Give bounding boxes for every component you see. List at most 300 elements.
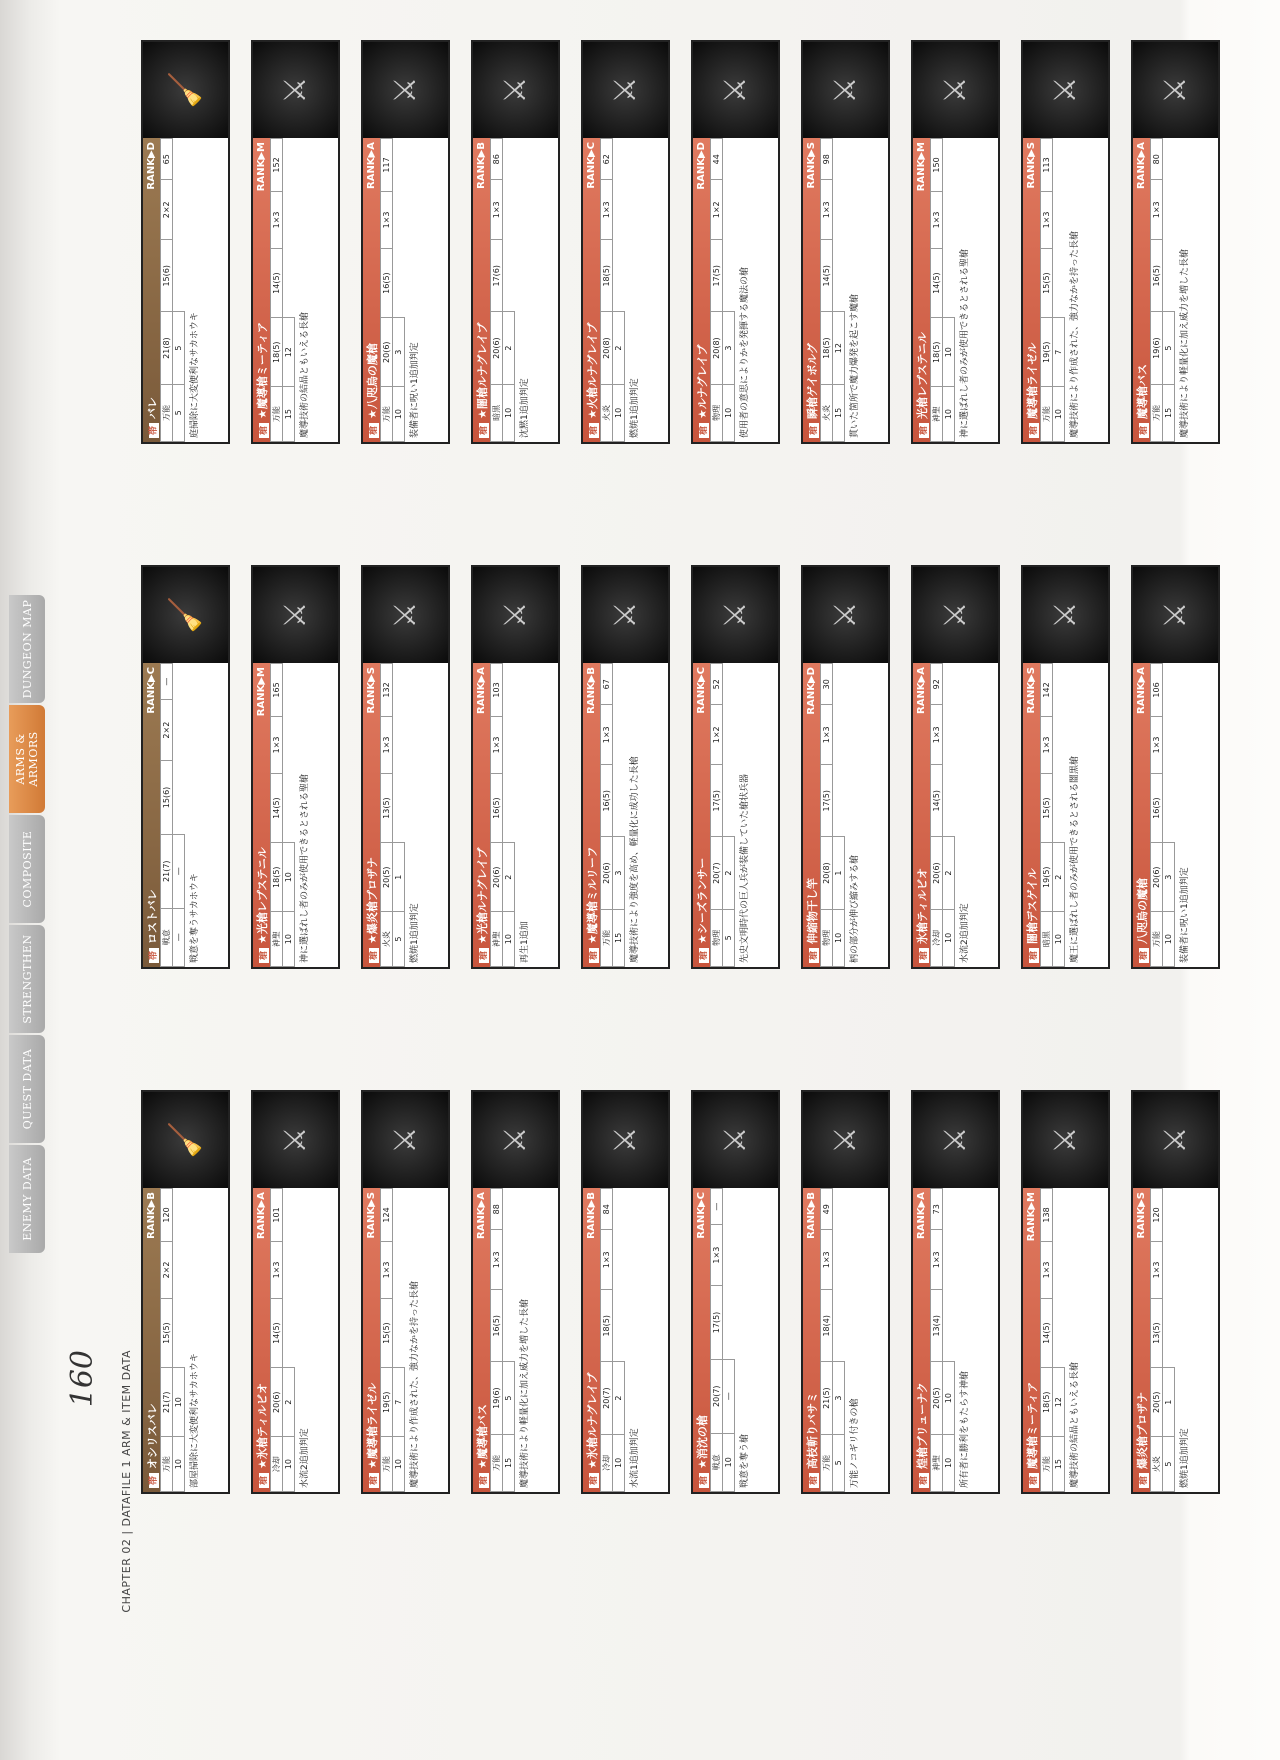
stats-row: [833, 664, 845, 967]
stat-value: 16(5): [491, 1290, 503, 1362]
weapon-name: オシリスバレ: [145, 1403, 159, 1469]
weapon-rank: RANK▶S: [366, 667, 377, 714]
element-value: 万能: [491, 1434, 503, 1491]
weapon-stats-table: [820, 1188, 845, 1492]
attack-value: 52: [711, 664, 723, 705]
weapon-name: 伸縮物干し竿: [805, 877, 819, 944]
stats-row: [1163, 664, 1175, 967]
stat-value: 10: [1053, 387, 1065, 442]
tab-quest-data[interactable]: QUEST DATA: [9, 1035, 45, 1143]
weapon-header: [693, 138, 710, 442]
weapon-info: [693, 138, 778, 442]
weapon-info: [473, 138, 558, 442]
stat-value: 17(6): [491, 240, 503, 312]
weapon-image: ⚔: [693, 42, 778, 138]
weapon-type-badge: 帯: [149, 948, 159, 963]
stat-value: 21(5): [821, 1362, 833, 1434]
weapon-image: ⚔: [253, 567, 338, 663]
element-value: 万能: [161, 1437, 173, 1492]
weapon-info: [1023, 1188, 1108, 1492]
weapon-info: [583, 1188, 668, 1492]
stats-row: [1151, 1189, 1163, 1492]
weapon-image: ⚔: [913, 42, 998, 138]
stats-row: [711, 1189, 723, 1492]
stats-row: [821, 139, 833, 442]
weapon-name: 闇槍デスゲイル: [1025, 868, 1039, 944]
weapon-type-badge: 槍: [919, 948, 929, 963]
stats-row: [271, 1189, 283, 1492]
weapon-info: [473, 1188, 558, 1492]
weapon-info: [583, 138, 668, 442]
stat-value: 1: [833, 837, 845, 909]
weapon-name: 瞬槍ゲイボルグ: [805, 342, 819, 419]
weapon-name: バレ: [145, 396, 159, 419]
stat-value: 15: [613, 909, 625, 966]
weapon-title: [254, 322, 270, 438]
weapon-name: 魔導槍バス: [1135, 363, 1149, 419]
weapon-type-badge: 槍: [1029, 948, 1039, 963]
weapon-rank: RANK▶A: [1136, 142, 1147, 189]
weapon-type-badge: 槍: [369, 1473, 379, 1488]
weapon-card[interactable]: [1021, 565, 1110, 969]
weapon-image: ⚔: [363, 42, 448, 138]
weapon-image: ⚔: [1133, 1092, 1218, 1188]
stat-value: 16(5): [601, 765, 613, 837]
weapon-type-badge: 槍: [919, 423, 929, 438]
weapon-image: ⚔: [583, 42, 668, 138]
weapon-note: 所有者に勝利をもたらす神槍: [960, 1370, 970, 1488]
weapon-rank: RANK▶A: [1136, 667, 1147, 714]
weapon-card[interactable]: [581, 40, 670, 444]
weapon-name: 八咫烏の魔槍: [1135, 877, 1149, 944]
stat-value: 17(5): [711, 1286, 723, 1360]
weapon-rank: RANK▶B: [586, 1192, 597, 1239]
weapon-image: ⚔: [1023, 1092, 1108, 1188]
stat-value: 7: [1053, 318, 1065, 387]
weapon-card[interactable]: [471, 1090, 560, 1494]
weapon-title: [584, 847, 600, 963]
weapon-stats-table: [270, 663, 295, 967]
weapon-card[interactable]: [911, 565, 1000, 969]
stat-value: 17(5): [711, 240, 723, 312]
weapon-card[interactable]: [1131, 40, 1220, 444]
stat-value: 16(5): [1151, 240, 1163, 312]
weapon-info: [913, 138, 998, 442]
attack-value: 65: [161, 139, 173, 180]
weapon-image: ⚔: [253, 42, 338, 138]
stat-value: 16(5): [1151, 774, 1163, 843]
stat-value: 5: [723, 909, 735, 966]
stats-row: [1041, 664, 1053, 967]
weapon-note: 柄の部分が伸び縮みする槍: [850, 854, 860, 963]
stat-value: 20(5): [1151, 1368, 1163, 1437]
weapon-rank: RANK▶S: [1136, 1192, 1147, 1239]
attack-value: 113: [1041, 139, 1053, 192]
weapon-info: [913, 1188, 998, 1492]
stat-value: 20(6): [1151, 843, 1163, 912]
attack-value: 150: [931, 139, 943, 192]
weapon-type-badge: 槍: [1139, 423, 1149, 438]
stat-value: 12: [1053, 1368, 1065, 1437]
stat-value: 21(8): [161, 312, 173, 384]
weapon-card[interactable]: [801, 565, 890, 969]
element-value: 万能: [1151, 912, 1163, 967]
stats-row: [613, 1189, 625, 1492]
stat-value: 20(8): [711, 312, 723, 384]
weapon-type-badge: 槍: [259, 423, 269, 438]
weapon-card[interactable]: [801, 40, 890, 444]
element-value: 万能: [161, 384, 173, 441]
stat-value: 3: [1163, 843, 1175, 912]
weapon-type-badge: 槍: [809, 1473, 819, 1488]
stat-value: 1×3: [601, 705, 613, 765]
element-value: 神聖: [931, 387, 943, 442]
stat-value: 1×3: [381, 191, 393, 248]
stats-row: [393, 664, 405, 967]
weapon-card[interactable]: [911, 40, 1000, 444]
weapon-note: 水流2追加判定: [300, 1428, 310, 1488]
weapon-note: 装備者に呪い1追加判定: [1180, 867, 1190, 963]
weapon-note: 貫いた箇所で魔力爆発を起こす魔槍: [850, 293, 860, 438]
weapon-info: [1133, 138, 1218, 442]
stat-value: 1×3: [491, 716, 503, 773]
weapon-rank: RANK▶C: [696, 1192, 707, 1239]
weapon-card[interactable]: [1021, 40, 1110, 444]
weapon-stats-table: [270, 138, 295, 442]
stat-value: 13(5): [1151, 1299, 1163, 1368]
tab-arms-armors[interactable]: ARMS & ARMORS: [9, 705, 45, 813]
weapon-info: [363, 1188, 448, 1492]
element-value: 万能: [1151, 384, 1163, 441]
weapon-card[interactable]: [471, 40, 560, 444]
weapon-card[interactable]: [911, 1090, 1000, 1494]
stats-row: [503, 1189, 515, 1492]
weapon-stats-table: [380, 663, 405, 967]
stat-value: 1×2: [711, 705, 723, 765]
weapon-image: ⚔: [363, 1092, 448, 1188]
stat-value: 10: [503, 384, 515, 441]
stats-row: [173, 664, 185, 967]
weapon-card[interactable]: [251, 565, 340, 969]
stat-value: 1×3: [821, 180, 833, 240]
weapon-stats-table: [380, 1188, 405, 1492]
stat-value: 10: [173, 1368, 185, 1437]
stat-value: 20(6): [491, 312, 503, 384]
weapon-stats-table: [710, 1188, 735, 1492]
weapon-type-badge: 槍: [479, 423, 489, 438]
stats-row: [283, 664, 295, 967]
stats-row: [503, 664, 515, 967]
weapon-rank: RANK▶D: [146, 142, 157, 190]
stat-value: 18(5): [601, 240, 613, 312]
weapon-name: ★魔導槍ミルリーフ: [585, 846, 599, 944]
weapon-stats-table: [1150, 1188, 1175, 1492]
stat-value: 1×3: [1041, 716, 1053, 773]
weapon-card[interactable]: [251, 1090, 340, 1494]
weapon-card[interactable]: [1021, 1090, 1110, 1494]
weapon-stats-table: [160, 663, 185, 967]
weapon-stats-table: [1040, 138, 1065, 442]
weapon-note: 沈黙1追加判定: [520, 378, 530, 438]
weapon-name: ロストバレ: [145, 889, 159, 944]
weapon-stats-table: [710, 663, 735, 967]
weapon-info: [253, 663, 338, 967]
stat-value: 17(5): [711, 765, 723, 837]
stat-value: 2×2: [161, 700, 173, 761]
weapon-note: 庭掃除に大変便利なサカホウキ: [190, 312, 200, 438]
stat-value: 19(5): [1041, 318, 1053, 387]
stats-row: [1053, 139, 1065, 442]
stat-value: 10: [723, 384, 735, 441]
weapon-card[interactable]: [361, 1090, 450, 1494]
stat-value: 1×3: [1151, 1241, 1163, 1298]
stat-value: 1×3: [491, 180, 503, 240]
stats-row: [1151, 139, 1163, 442]
stat-value: 5: [1163, 312, 1175, 384]
weapon-stats-table: [380, 138, 405, 442]
weapon-rank: RANK▶A: [366, 142, 377, 189]
stats-row: [943, 1189, 955, 1492]
stat-value: 1×3: [271, 716, 283, 773]
weapon-header: [803, 1188, 820, 1492]
attack-value: 30: [821, 664, 833, 705]
weapon-header: [253, 1188, 270, 1492]
attack-value: 165: [271, 664, 283, 717]
tab-composite[interactable]: COMPOSITE: [9, 815, 45, 923]
weapon-info: [143, 138, 228, 442]
weapon-header: [253, 663, 270, 967]
weapon-stats-table: [1150, 663, 1175, 967]
stat-value: 1×3: [491, 1230, 503, 1290]
weapon-rank: RANK▶B: [476, 142, 487, 189]
element-value: 火炎: [601, 384, 613, 441]
stat-value: 20(6): [931, 837, 943, 909]
weapon-card[interactable]: [691, 40, 780, 444]
stat-value: 2: [1053, 843, 1065, 912]
stats-row: [161, 664, 173, 967]
weapon-type-badge: 槍: [919, 1473, 929, 1488]
weapon-header: [363, 1188, 380, 1492]
stats-row: [723, 139, 735, 442]
stats-row: [821, 1189, 833, 1492]
weapon-header: [583, 663, 600, 967]
stat-value: 21(7): [161, 834, 173, 908]
weapon-rank: RANK▶C: [586, 142, 597, 189]
attack-value: 49: [821, 1189, 833, 1230]
weapon-name: ★氷槍ティルビオ: [255, 1383, 269, 1469]
stat-value: 19(5): [1041, 843, 1053, 912]
stats-row: [613, 139, 625, 442]
stats-row: [711, 664, 723, 967]
weapon-card[interactable]: [1131, 565, 1220, 969]
stat-value: 3: [393, 318, 405, 387]
weapon-card[interactable]: [141, 40, 230, 444]
element-value: 万能: [1041, 387, 1053, 442]
element-value: 万能: [381, 1437, 393, 1492]
attack-value: —: [161, 664, 173, 700]
stat-value: 14(5): [271, 774, 283, 843]
attack-value: 67: [601, 664, 613, 705]
attack-value: 101: [271, 1189, 283, 1242]
weapon-image: ⚔: [583, 567, 668, 663]
weapon-title: [364, 857, 380, 963]
weapon-card[interactable]: [361, 565, 450, 969]
weapon-title: [694, 344, 710, 438]
stat-value: 10: [613, 1434, 625, 1491]
stat-value: 2: [943, 837, 955, 909]
weapon-card[interactable]: [691, 1090, 780, 1494]
weapon-title: [1134, 364, 1150, 438]
weapon-rank: RANK▶C: [696, 667, 707, 714]
weapon-card[interactable]: [691, 565, 780, 969]
stat-value: 1×2: [711, 180, 723, 240]
weapon-note: 魔導技術により強度を高め、軽量化に成功した長槍: [630, 756, 640, 963]
stats-row: [601, 664, 613, 967]
stat-value: 10: [283, 1437, 295, 1492]
weapon-header: [473, 138, 490, 442]
weapon-info: [253, 138, 338, 442]
weapon-image: ⚔: [1133, 42, 1218, 138]
weapon-note: 燃焼1追加判定: [630, 378, 640, 438]
attack-value: 44: [711, 139, 723, 180]
weapon-type-badge: 槍: [1139, 948, 1149, 963]
stat-value: 18(5): [1041, 1368, 1053, 1437]
tab-strengthen[interactable]: STRENGTHEN: [9, 925, 45, 1033]
weapon-name: ★光槍レプステニル: [255, 847, 269, 944]
weapon-header: [473, 1188, 490, 1492]
stat-value: 15(6): [161, 761, 173, 835]
weapon-card[interactable]: [1131, 1090, 1220, 1494]
stat-value: 1×3: [711, 1225, 723, 1286]
weapon-card[interactable]: [141, 565, 230, 969]
stat-value: 14(5): [271, 1299, 283, 1368]
weapon-type-badge: 槍: [809, 948, 819, 963]
weapon-stats-table: [930, 138, 955, 442]
weapon-image: 🧹: [143, 567, 228, 663]
weapon-note: 燃焼1追加判定: [410, 903, 420, 963]
stat-value: 15: [833, 384, 845, 441]
stat-value: 1×3: [601, 1230, 613, 1290]
weapon-note: 万能ノコギリ付きの槍: [850, 1398, 860, 1488]
weapon-stats-table: [270, 1188, 295, 1492]
stat-value: 10: [943, 909, 955, 966]
weapon-title: [1024, 1382, 1040, 1488]
stat-value: 2×2: [161, 180, 173, 240]
weapon-name: ★光槍ルナグレイブ: [475, 847, 489, 944]
element-value: 火炎: [381, 912, 393, 967]
stats-row: [381, 139, 393, 442]
weapon-note: 装備者に呪い1追加判定: [410, 342, 420, 438]
stat-value: 14(5): [271, 249, 283, 318]
stat-value: 2: [283, 1368, 295, 1437]
weapon-name: ★魔導槍バス: [475, 1404, 489, 1469]
stat-value: 1×3: [271, 1241, 283, 1298]
stat-value: 10: [173, 1437, 185, 1492]
element-value: 冷却: [271, 1437, 283, 1492]
weapon-card[interactable]: [581, 565, 670, 969]
weapon-rank: RANK▶D: [696, 142, 707, 190]
weapon-stats-table: [820, 663, 845, 967]
weapon-image: ⚔: [363, 567, 448, 663]
weapon-note: 魔導技術により作成された、強力なかを持った長槍: [1070, 230, 1080, 438]
stats-row: [393, 1189, 405, 1492]
weapon-note: 魔導技術により軽量化に加え威力を増した長槍: [1180, 248, 1190, 438]
weapon-title: [584, 1372, 600, 1488]
weapon-stats-table: [1040, 663, 1065, 967]
stat-value: 19(5): [381, 1368, 393, 1437]
stats-row: [723, 1189, 735, 1492]
stat-value: —: [173, 908, 185, 966]
element-value: 暗黒: [1041, 912, 1053, 967]
weapon-card[interactable]: [471, 565, 560, 969]
weapon-header: [913, 663, 930, 967]
attack-value: 120: [161, 1189, 173, 1242]
weapon-name: ★消沈の槍: [695, 1415, 709, 1469]
weapon-info: [1023, 663, 1108, 967]
weapon-title: [1024, 343, 1040, 438]
stats-row: [271, 139, 283, 442]
stat-value: 12: [833, 312, 845, 384]
weapon-card[interactable]: [361, 40, 450, 444]
tab-enemy-data[interactable]: ENEMY DATA: [9, 1145, 45, 1253]
stats-row: [931, 664, 943, 967]
stats-row: [491, 1189, 503, 1492]
weapon-title: [804, 1392, 820, 1488]
weapon-info: [1133, 663, 1218, 967]
attack-value: 142: [1041, 664, 1053, 717]
weapon-info: [1133, 1188, 1218, 1492]
weapon-rank: RANK▶M: [256, 142, 267, 192]
weapon-title: [144, 397, 160, 438]
stat-value: 20(7): [711, 1359, 723, 1433]
weapon-rank: RANK▶M: [916, 142, 927, 192]
stat-value: 10: [613, 384, 625, 441]
stat-value: 10: [943, 1362, 955, 1434]
weapon-card[interactable]: [801, 1090, 890, 1494]
weapon-type-badge: 槍: [479, 1473, 489, 1488]
element-value: 物理: [711, 384, 723, 441]
weapon-rank: RANK▶A: [476, 667, 487, 714]
stat-value: 15(5): [1041, 774, 1053, 843]
weapon-header: [1023, 663, 1040, 967]
stats-row: [833, 139, 845, 442]
weapon-image: ⚔: [803, 567, 888, 663]
attack-value: 117: [381, 139, 393, 192]
weapon-image: ⚔: [913, 567, 998, 663]
weapon-note: 魔導技術の結晶ともいえる長槍: [300, 311, 310, 438]
weapon-info: [693, 663, 778, 967]
weapon-info: [803, 663, 888, 967]
weapon-note: 戦意を奪う槍: [740, 1433, 750, 1488]
weapon-stats-table: [710, 138, 735, 442]
weapon-info: [143, 663, 228, 967]
stats-row: [931, 139, 943, 442]
weapon-card[interactable]: [581, 1090, 670, 1494]
weapon-title: [254, 847, 270, 963]
stat-value: 14(5): [931, 765, 943, 837]
attack-value: 138: [1041, 1189, 1053, 1242]
stat-value: 5: [173, 384, 185, 441]
element-value: 戦意: [711, 1433, 723, 1491]
weapon-card[interactable]: [251, 40, 340, 444]
attack-value: 80: [1151, 139, 1163, 180]
stats-row: [1053, 1189, 1065, 1492]
element-value: 物理: [821, 909, 833, 966]
attack-value: 120: [1151, 1189, 1163, 1242]
tab-dungeon-map[interactable]: DUNGEON MAP: [9, 595, 45, 703]
stats-row: [1163, 1189, 1175, 1492]
weapon-name: 光槍レプステニル: [915, 332, 929, 419]
